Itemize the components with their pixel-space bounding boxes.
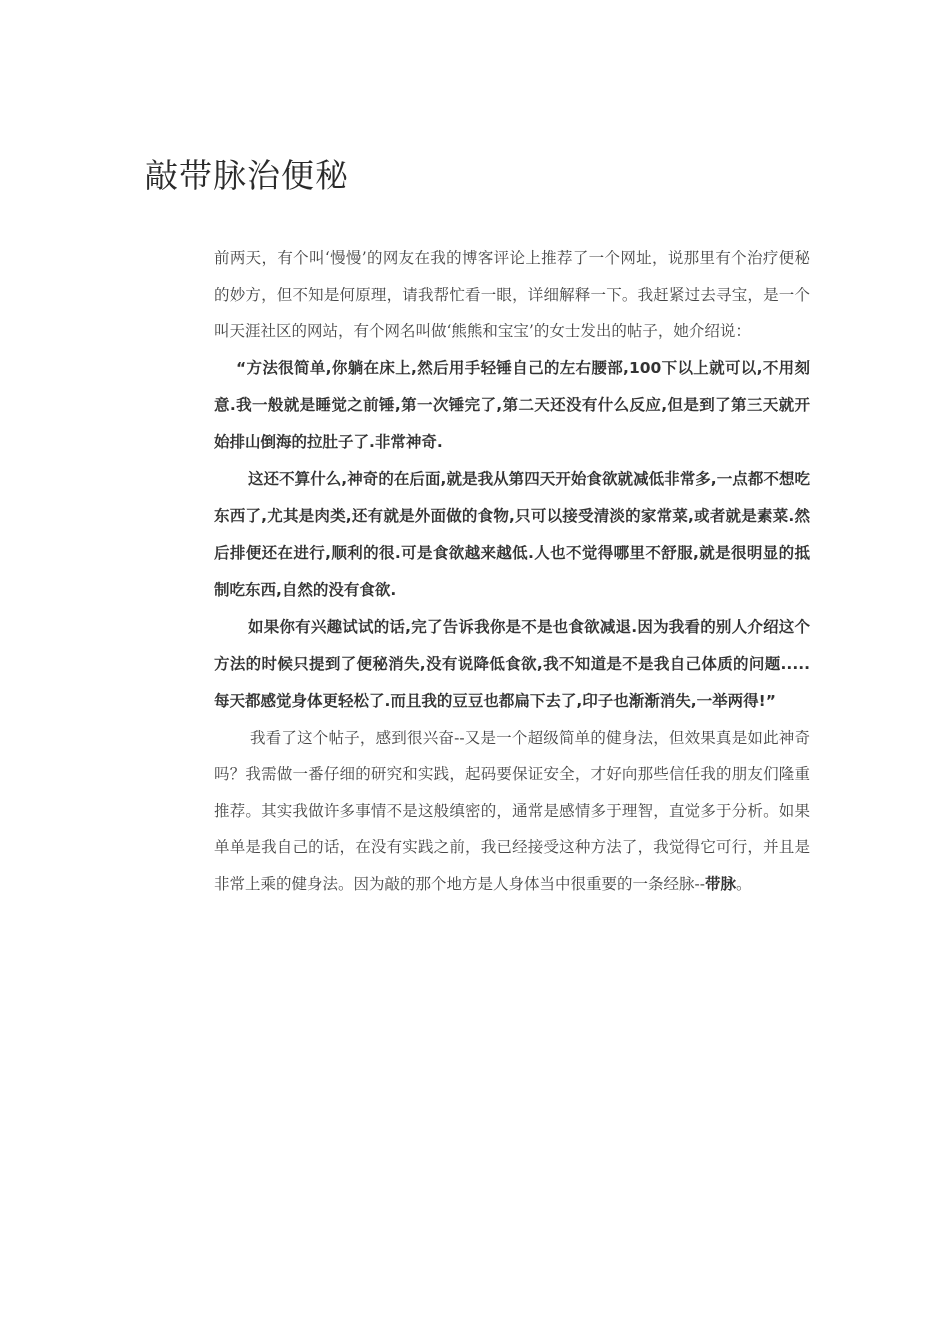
closing-paragraph	[214, 720, 810, 903]
document-title: 敲带脉治便秘	[145, 156, 349, 195]
quote-paragraph-2: 这还不算什么,神奇的在后面,就是我从第四天开始食欲就减低非常多,一点都不想吃东西了,尤其是肉类,还有就是外面做的食物,只可以接受清淡的家常菜,或者就是素菜.然后排便还在进行,顺利的很.可是食欲越来越低.人也不觉得哪里不舒服,就是很明显的抵制吃东西,自然的没有食欲.	[214, 469, 810, 599]
closing-paragraph-end: 。	[736, 874, 752, 893]
article-body	[214, 240, 810, 902]
meridian-name: 带脉	[704, 874, 736, 893]
closing-paragraph-text: 我看了这个帖子，感到很兴奋--又是一个超级简单的健身法，但效果真是如此神奇吗？我需做一番仔细的研究和实践，起码要保证安全，才好向那些信任我的朋友们隆重推荐。其实我做许多事情不是这般缜密的，通常是感情多于理智，直觉多于分析。如果单单是我自己的话，在没有实践之前，我已经接受这种方法了，我觉得它可行，并且是非常上乘的健身法。因为敲的那个地方是人身体当中很重要的一条经脉--	[214, 728, 810, 893]
intro-paragraph: 前两天，有个叫‘慢慢’的网友在我的博客评论上推荐了一个网址，说那里有个治疗便秘的妙方，但不知是何原理，请我帮忙看一眼，详细解释一下。我赶紧过去寻宝，是一个叫天涯社区的网站，有个网名叫做‘熊熊和宝宝’的女士发出的帖子，她介绍说：	[214, 249, 810, 340]
quote-paragraph-1: “方法很简单,你躺在床上,然后用手轻锤自己的左右腰部,100下以上就可以,不用刻意.我一般就是睡觉之前锤,第一次锤完了,第二天还没有什么反应,但是到了第三天就开始排山倒海的拉肚子了.非常神奇.	[214, 358, 810, 451]
quote-paragraph-3: 如果你有兴趣试试的话,完了告诉我你是不是也食欲减退.因为我看的别人介绍这个方法的时候只提到了便秘消失,没有说降低食欲,我不知道是不是我自己体质的问题.....每天都感觉身体更轻松了.而且我的豆豆也都扁下去了,印子也渐渐消失,一举两得!”	[214, 617, 810, 710]
